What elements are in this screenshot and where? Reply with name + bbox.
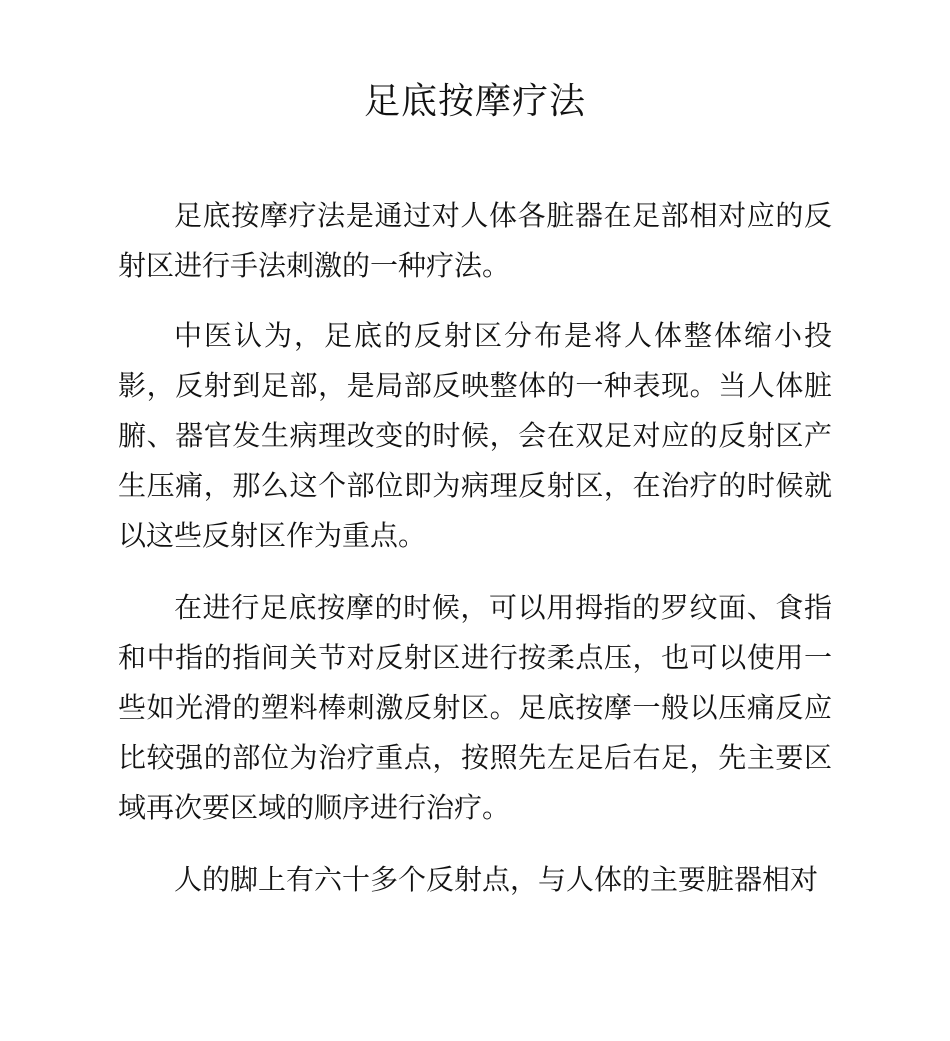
paragraph-technique: 在进行足底按摩的时候，可以用拇指的罗纹面、食指和中指的指间关节对反射区进行按柔点压，也可以使用一些如光滑的塑料棒刺激反射区。足底按摩一般以压痛反应比较强的部位为治疗重点，按照先左足后右足，先主要区域再次要区域的顺序进行治疗。 <box>118 591 832 824</box>
page-title: 足底按摩疗法 <box>363 81 586 122</box>
paragraph-intro: 足底按摩疗法是通过对人体各脏器在足部相对应的反射区进行手法刺激的一种疗法。 <box>118 199 832 282</box>
paragraph-reflex-points: 人的脚上有六十多个反射点，与人体的主要脏器相对 <box>174 863 819 896</box>
paragraph-tcm-theory: 中医认为，足底的反射区分布是将人体整体缩小投影，反射到足部，是局部反映整体的一种表现。当人体脏腑、器官发生病理改变的时候，会在双足对应的反射区产生压痛，那么这个部位即为病理反射区，在治疗的时候就以这些反射区作为重点。 <box>118 319 832 552</box>
